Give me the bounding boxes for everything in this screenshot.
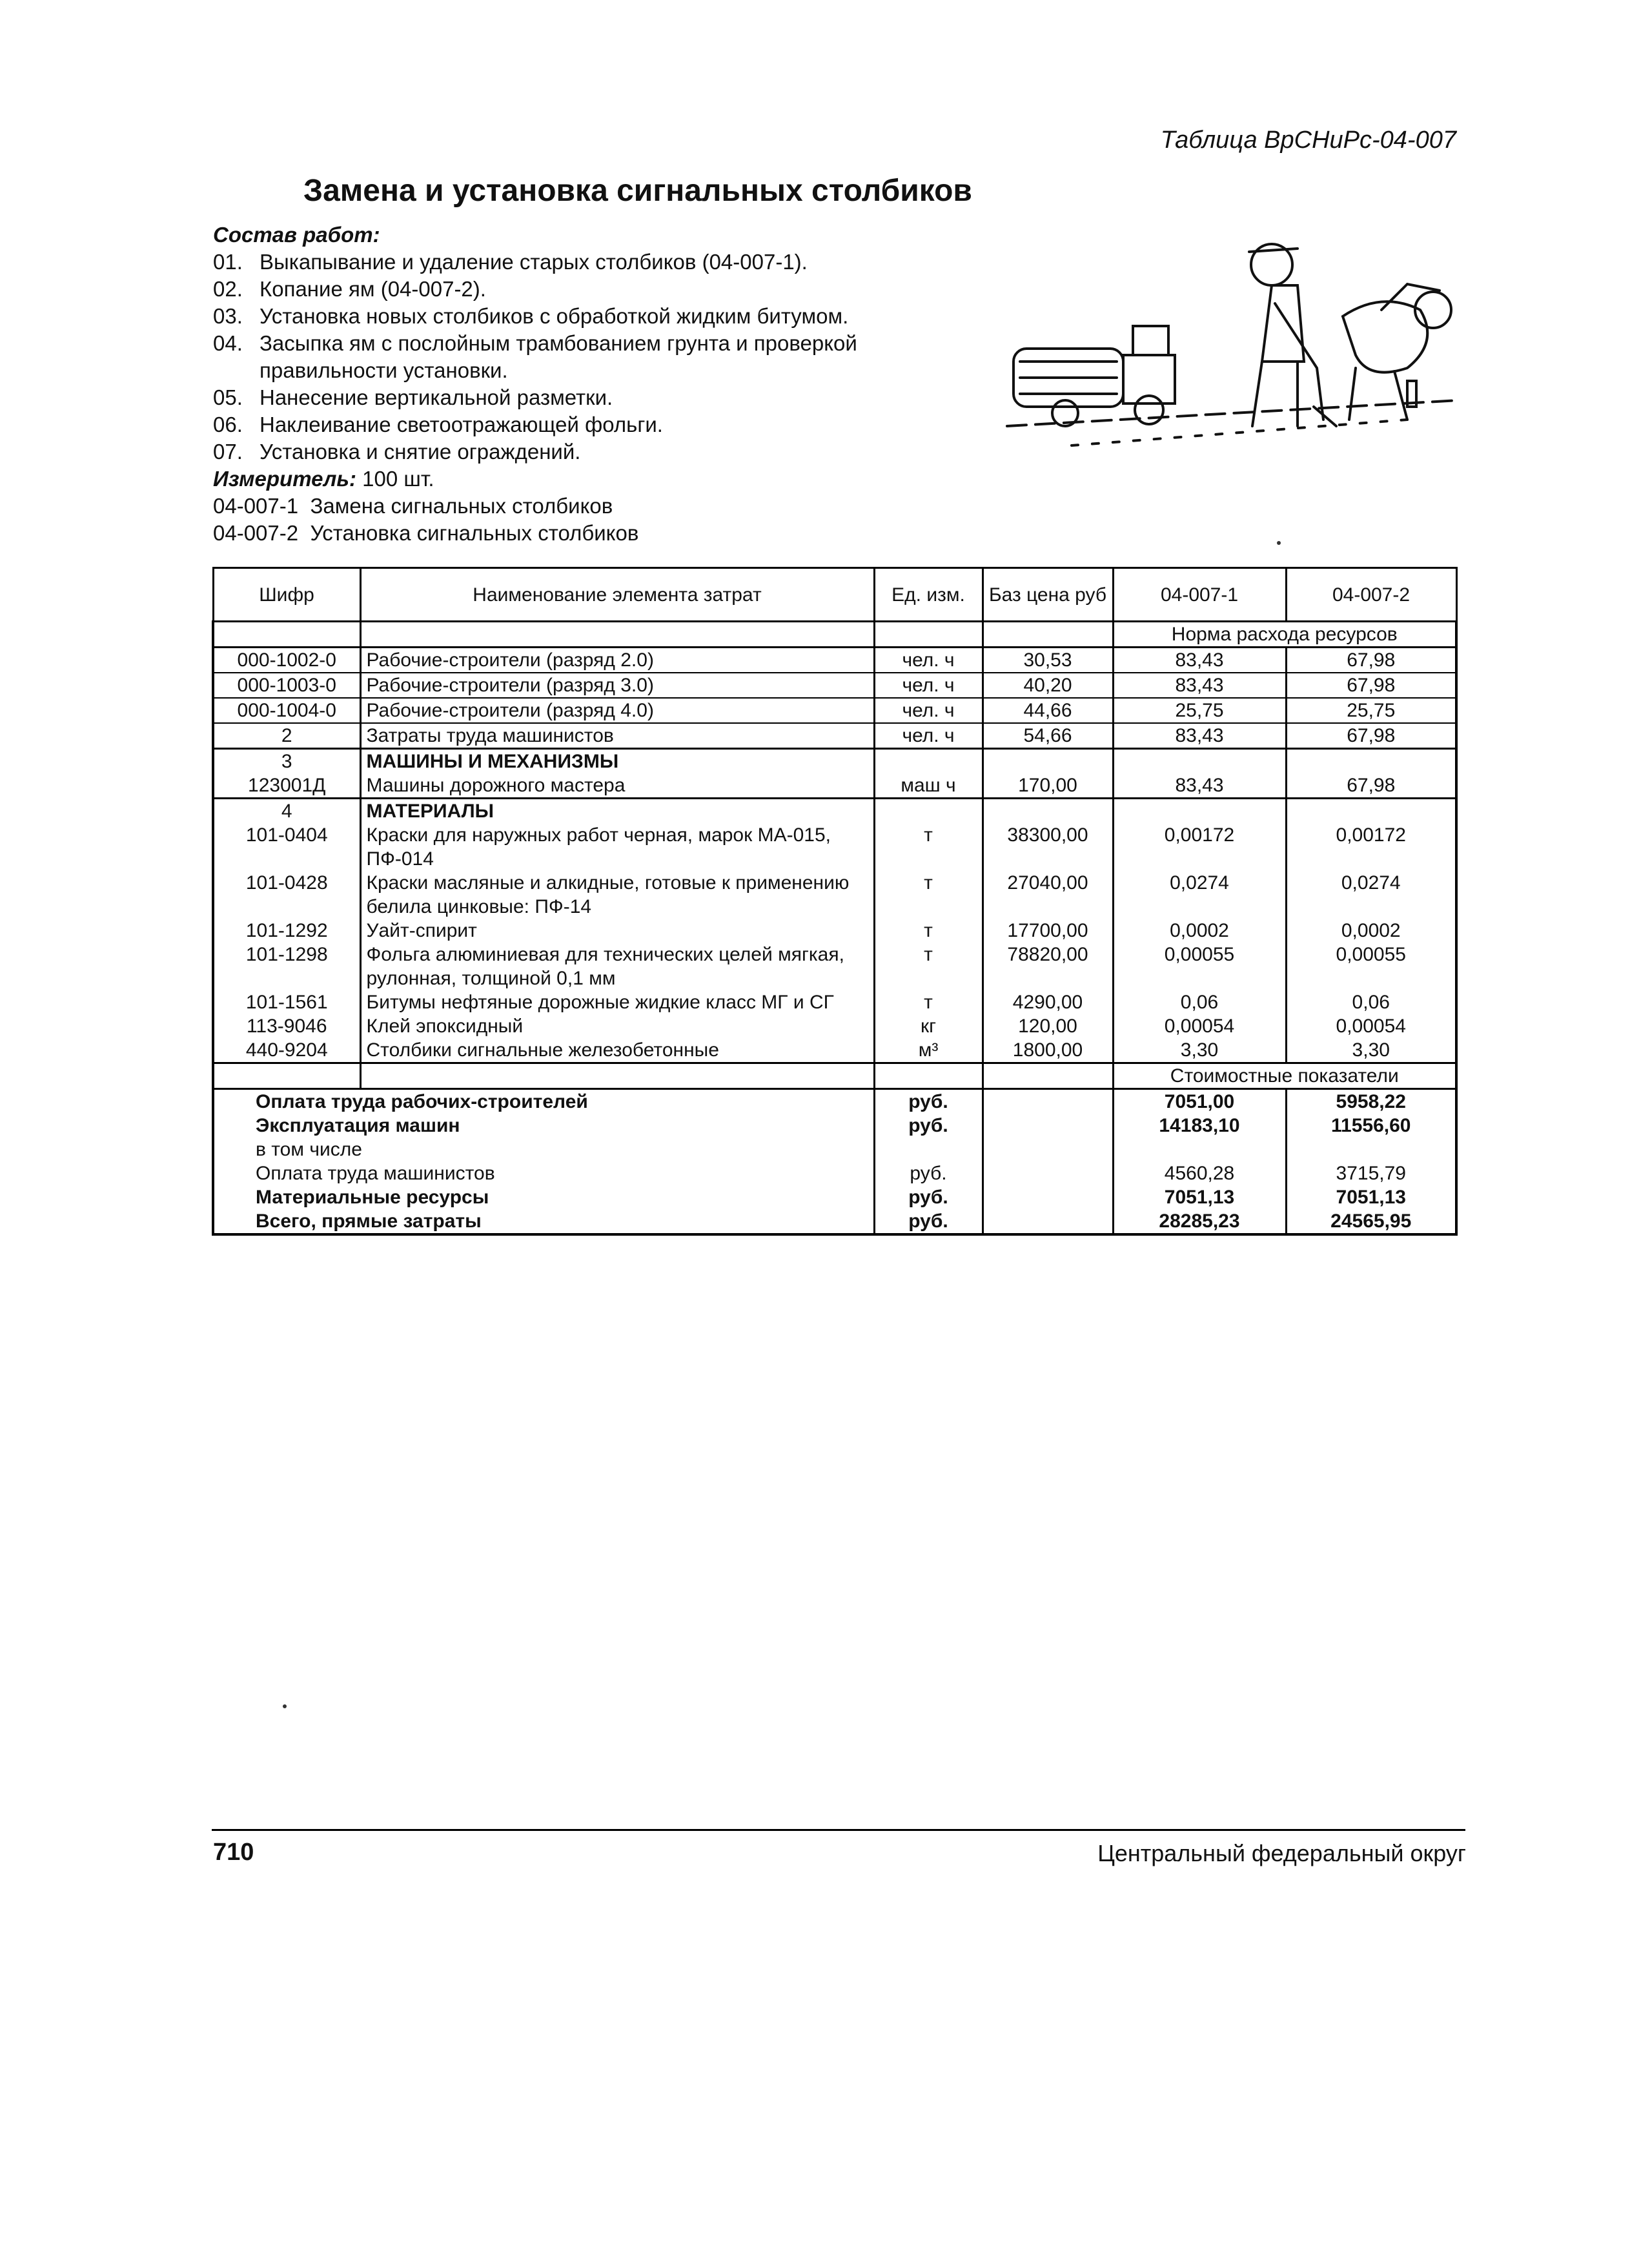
table-row: 101-0404 Краски для наружных работ черная, марок МА-015, ПФ-014 т 38300,00 0,00172 0,00172 [213, 823, 1456, 871]
page-number: 710 [213, 1839, 254, 1866]
page-title: Замена и установка сигнальных столбиков [303, 174, 972, 208]
cost-row: Эксплуатация машин руб. 14183,10 11556,60 [213, 1114, 1456, 1138]
cost-label: Стоимостные показатели [1113, 1063, 1456, 1089]
section-row-machines: 3 МАШИНЫ И МЕХАНИЗМЫ [213, 749, 1456, 774]
footer-region: Центральный федеральный округ [1097, 1840, 1466, 1866]
table-row: 101-1292 Уайт-спирит т 17700,00 0,0002 0,0002 [213, 919, 1456, 943]
scan-dot [283, 1704, 287, 1708]
header-price: Баз цена руб [983, 568, 1113, 622]
work-list [213, 249, 988, 465]
variant-line: 04-007-2 Установка сигнальных столбиков [213, 521, 639, 545]
section-row-materials: 4 МАТЕРИАЛЫ [213, 799, 1456, 824]
table-row: 000-1003-0 Рабочие-строители (разряд 3.0) чел. ч 40,20 83,43 67,98 [213, 673, 1456, 698]
work-item: 06. Наклеивание светоотражающей фольги. [213, 413, 663, 436]
work-item: 01. Выкапывание и удаление старых столбиков (04-007-1). [213, 250, 808, 274]
table-row: 123001Д Машины дорожного мастера маш ч 170,00 83,43 67,98 [213, 773, 1456, 799]
work-item: 05. Нанесение вертикальной разметки. [213, 385, 613, 409]
footer-divider [212, 1829, 1465, 1831]
table-row: 101-1561 Битумы нефтяные дорожные жидкие класс МГ и СГ т 4290,00 0,06 0,06 [213, 990, 1456, 1014]
table-row: 2 Затраты труда машинистов чел. ч 54,66 83,43 67,98 [213, 723, 1456, 749]
table-row: 000-1004-0 Рабочие-строители (разряд 4.0) чел. ч 44,66 25,75 25,75 [213, 698, 1456, 723]
header-name: Наименование элемента затрат [360, 568, 874, 622]
composition-label: Состав работ: [213, 223, 380, 247]
scan-dot [1277, 541, 1281, 545]
work-item: 04. Засыпка ям с послойным трамбованием грунта и проверкой правильности установки. [213, 331, 857, 382]
resources-table [212, 567, 1458, 1236]
header-variant-2: 04-007-2 [1286, 568, 1456, 622]
table-reference: Таблица ВрСНиРс-04-007 [1160, 127, 1456, 154]
work-item: 03. Установка новых столбиков с обработкой жидким битумом. [213, 304, 849, 328]
norm-label: Норма расхода ресурсов [1113, 622, 1456, 648]
variant-line: 04-007-1 Замена сигнальных столбиков [213, 494, 613, 518]
measure-line: Измеритель: 100 шт. [213, 467, 434, 491]
cost-row: Оплата труда рабочих-строителей руб. 7051,00 5958,22 [213, 1089, 1456, 1114]
table-row: 000-1002-0 Рабочие-строители (разряд 2.0) чел. ч 30,53 83,43 67,98 [213, 648, 1456, 673]
cost-row-total: Всего, прямые затраты руб. 28285,23 24565,95 [213, 1209, 1456, 1234]
work-description [213, 221, 988, 547]
table-header-row [213, 568, 1456, 622]
work-item: 02. Копание ям (04-007-2). [213, 277, 486, 301]
table-row: 101-0428 Краски масляные и алкидные, готовые к применению белила цинковые: ПФ-14 т 27040,00 0,0274 0,0274 [213, 871, 1456, 919]
header-unit: Ед. изм. [874, 568, 983, 622]
table-row: 113-9046 Клей эпоксидный кг 120,00 0,00054 0,00054 [213, 1014, 1456, 1038]
header-variant-1: 04-007-1 [1113, 568, 1286, 622]
cost-label-row [213, 1063, 1456, 1089]
work-item: 07. Установка и снятие ограждений. [213, 440, 581, 464]
cost-row: в том числе [213, 1138, 1456, 1161]
norm-label-row [213, 622, 1456, 648]
cost-row: Оплата труда машинистов руб. 4560,28 3715,79 [213, 1161, 1456, 1185]
table-row: 440-9204 Столбики сигнальные железобетонные м³ 1800,00 3,30 3,30 [213, 1038, 1456, 1063]
table-row: 101-1298 Фольга алюминиевая для технических целей мягкая, рулонная, толщиной 0,1 мм т 78820,00 0,00055 0,00055 [213, 943, 1456, 990]
header-code: Шифр [213, 568, 360, 622]
cost-row: Материальные ресурсы руб. 7051,13 7051,13 [213, 1185, 1456, 1209]
workers-illustration [994, 213, 1465, 471]
